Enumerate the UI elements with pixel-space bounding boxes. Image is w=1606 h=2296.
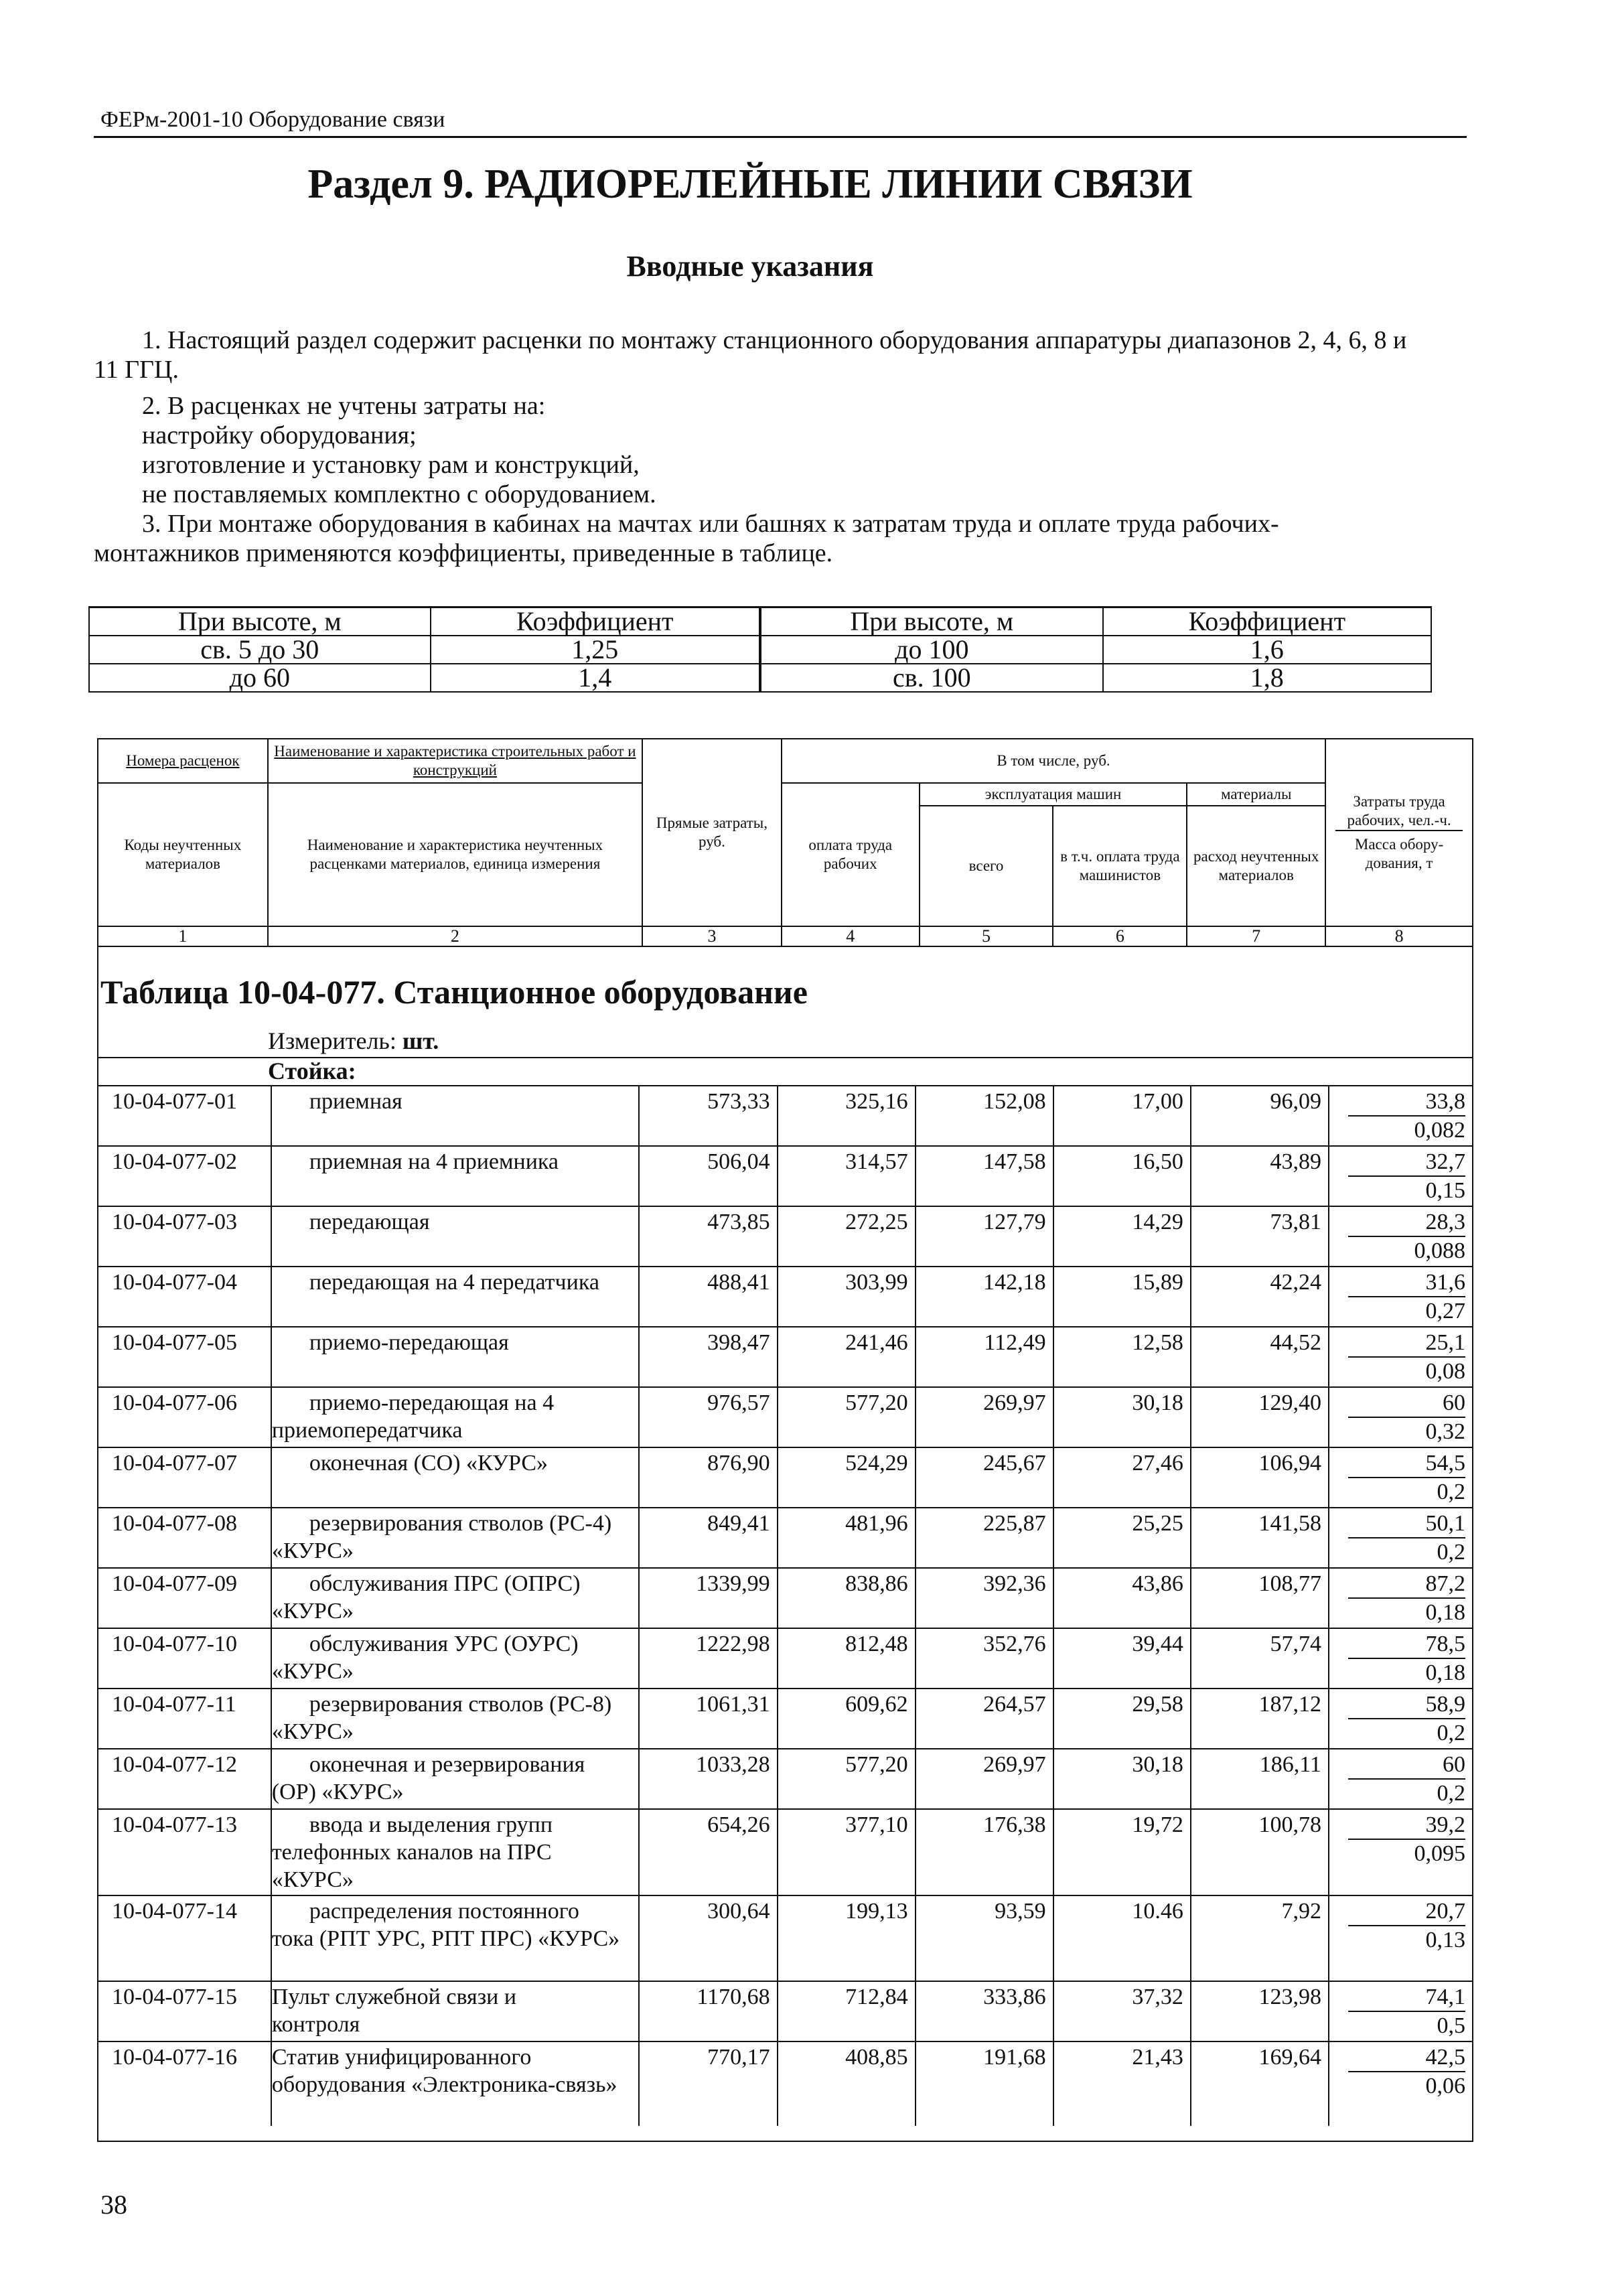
machinist-pay: 16,50 — [1053, 1146, 1191, 1206]
rate-name-line: передающая на 4 передатчика — [309, 1270, 599, 1295]
rate-name-continuation: «КУРС» — [271, 1538, 354, 1563]
rate-row — [98, 1689, 1473, 1749]
direct-costs: 473,85 — [639, 1206, 778, 1267]
labor-costs: 54,5 — [1348, 1449, 1465, 1478]
labor-costs: 39,2 — [1348, 1811, 1465, 1840]
rate-name — [271, 1206, 639, 1267]
coef-cell: 1,8 — [1103, 664, 1431, 692]
labor-pay: 609,62 — [778, 1689, 916, 1749]
equipment-mass: 0,5 — [1437, 2013, 1465, 2038]
column-number: 8 — [1325, 926, 1473, 946]
labor-pay: 408,85 — [778, 2041, 916, 2126]
rate-name-line: Пульт служебной связи и — [271, 1985, 517, 2009]
direct-costs-header: Прямые затраты, руб. — [642, 739, 782, 926]
rate-row — [98, 1447, 1473, 1508]
machines-total: 269,97 — [916, 1749, 1053, 1809]
machinist-pay: 39,44 — [1053, 1628, 1191, 1689]
column-number: 1 — [98, 926, 268, 946]
rate-code: 10-04-077-14 — [98, 1895, 271, 1981]
rate-row — [98, 1146, 1473, 1206]
rate-row — [98, 1895, 1473, 1981]
labor-pay: 481,96 — [778, 1508, 916, 1568]
column-number: 4 — [782, 926, 920, 946]
machinist-pay: 30,18 — [1053, 1387, 1191, 1447]
materials-use-header: расход неучтенных материалов — [1187, 806, 1325, 926]
labor-and-mass — [1329, 2041, 1473, 2126]
labor-costs: 33,8 — [1348, 1088, 1465, 1117]
machines-total: 225,87 — [916, 1508, 1053, 1568]
direct-costs: 573,33 — [639, 1086, 778, 1146]
rate-name-continuation: оборудования «Электроника-связь» — [271, 2072, 617, 2097]
equipment-mass: 0,32 — [1425, 1419, 1465, 1444]
equipment-mass: 0,08 — [1425, 1359, 1465, 1384]
labor-costs: 78,5 — [1348, 1630, 1465, 1659]
labor-pay: 838,86 — [778, 1568, 916, 1628]
rate-code: 10-04-077-13 — [98, 1809, 271, 1895]
labor-and-mass — [1329, 1628, 1473, 1689]
direct-costs: 976,57 — [639, 1387, 778, 1447]
rate-name — [271, 1689, 639, 1749]
measure-line — [268, 1027, 439, 1055]
equipment-mass: 0,2 — [1437, 1781, 1465, 1806]
rate-name-line: приемная на 4 приемника — [309, 1149, 559, 1174]
rate-name-continuation: приемопередатчика — [271, 1418, 463, 1443]
labor-and-mass — [1329, 1809, 1473, 1895]
coef-cell: 1,6 — [1103, 636, 1431, 664]
column-header-table — [97, 738, 1473, 947]
machinist-pay: 30,18 — [1053, 1749, 1191, 1809]
direct-costs: 1033,28 — [639, 1749, 778, 1809]
rate-code: 10-04-077-02 — [98, 1146, 271, 1206]
rate-code: 10-04-077-05 — [98, 1327, 271, 1387]
coef-header: При высоте, м — [760, 607, 1103, 636]
labor-pay: 712,84 — [778, 1981, 916, 2041]
labor-and-mass — [1329, 1086, 1473, 1146]
machines-total-header: всего — [920, 806, 1053, 926]
rate-name-continuation: «КУРС» — [271, 1599, 354, 1624]
machines-total: 147,58 — [916, 1146, 1053, 1206]
material-name-header: Наименование и характеристика неучтенных расценками материалов, единица измерения — [268, 783, 642, 926]
machines-total: 333,86 — [916, 1981, 1053, 2041]
labor-pay: 199,13 — [778, 1895, 916, 1981]
rate-code: 10-04-077-03 — [98, 1206, 271, 1267]
rate-row — [98, 1981, 1473, 2041]
materials-cost: 7,92 — [1191, 1895, 1329, 1981]
labor-pay: 377,10 — [778, 1809, 916, 1895]
machinist-pay: 17,00 — [1053, 1086, 1191, 1146]
rate-name — [271, 1749, 639, 1809]
labor-costs-label: Затраты труда рабочих, чел.-ч. — [1335, 792, 1463, 831]
labor-and-mass — [1329, 1895, 1473, 1981]
group-label: Стойка: — [268, 1058, 356, 1084]
labor-costs: 42,5 — [1348, 2043, 1465, 2072]
labor-pay-header: оплата труда рабочих — [782, 783, 920, 926]
labor-and-mass — [1329, 1267, 1473, 1327]
equipment-mass: 0,095 — [1414, 1841, 1465, 1866]
direct-costs: 1339,99 — [639, 1568, 778, 1628]
materials-cost: 169,64 — [1191, 2041, 1329, 2126]
materials-cost: 44,52 — [1191, 1327, 1329, 1387]
direct-costs: 770,17 — [639, 2041, 778, 2126]
machinist-pay: 19,72 — [1053, 1809, 1191, 1895]
labor-costs: 60 — [1348, 1751, 1465, 1780]
machinist-pay: 14,29 — [1053, 1206, 1191, 1267]
labor-and-mass — [1329, 1387, 1473, 1447]
rate-name-line: приемо-передающая — [309, 1330, 509, 1355]
materials-cost: 42,24 — [1191, 1267, 1329, 1327]
coef-cell: св. 5 до 30 — [89, 636, 431, 664]
labor-costs: 87,2 — [1348, 1570, 1465, 1599]
intro-paragraph-2: 2. В расценках не учтены затраты на: — [142, 392, 546, 420]
rate-row — [98, 1086, 1473, 1146]
coef-header: Коэффициент — [1103, 607, 1431, 636]
coef-cell: 1,25 — [431, 636, 760, 664]
rate-row — [98, 1267, 1473, 1327]
measure-value: шт. — [402, 1027, 439, 1054]
rate-name-continuation: «КУРС» — [271, 1659, 354, 1684]
equipment-mass: 0,13 — [1425, 1928, 1465, 1952]
labor-costs: 50,1 — [1348, 1510, 1465, 1538]
coef-cell: св. 100 — [760, 664, 1103, 692]
equipment-mass-label: Масса обору-дования, т — [1354, 836, 1444, 871]
equipment-mass: 0,088 — [1414, 1238, 1465, 1263]
labor-costs: 25,1 — [1348, 1329, 1465, 1358]
rate-code: 10-04-077-04 — [98, 1267, 271, 1327]
equipment-mass: 0,18 — [1425, 1600, 1465, 1625]
labor-costs: 60 — [1348, 1389, 1465, 1418]
labor-pay: 241,46 — [778, 1327, 916, 1387]
labor-costs: 20,7 — [1348, 1897, 1465, 1926]
machinist-pay: 15,89 — [1053, 1267, 1191, 1327]
running-header: ФЕРм-2001-10 Оборудование связи — [100, 107, 445, 132]
materials-cost: 73,81 — [1191, 1206, 1329, 1267]
rate-name-line: оконечная и резервирования — [309, 1752, 585, 1777]
labor-costs: 32,7 — [1348, 1148, 1465, 1177]
coef-cell: до 60 — [89, 664, 431, 692]
labor-and-mass — [1329, 1689, 1473, 1749]
equipment-mass: 0,18 — [1425, 1660, 1465, 1685]
work-name-header: Наименование и характеристика строительных работ и конструкций — [268, 739, 642, 783]
direct-costs: 876,90 — [639, 1447, 778, 1508]
direct-costs: 506,04 — [639, 1146, 778, 1206]
equipment-mass: 0,2 — [1437, 1480, 1465, 1504]
rate-row — [98, 1809, 1473, 1895]
rate-name — [271, 1809, 639, 1895]
labor-costs-header — [1325, 739, 1473, 926]
rate-name-line: Статив унифицированного — [271, 2045, 532, 2070]
rate-row — [98, 1327, 1473, 1387]
materials-header: материалы — [1187, 783, 1325, 806]
labor-pay: 314,57 — [778, 1146, 916, 1206]
labor-costs: 58,9 — [1348, 1691, 1465, 1719]
rate-row — [98, 1568, 1473, 1628]
machinist-pay: 43,86 — [1053, 1568, 1191, 1628]
rate-code: 10-04-077-15 — [98, 1981, 271, 2041]
labor-and-mass — [1329, 1206, 1473, 1267]
rate-name-line: распределения постоянного — [309, 1899, 579, 1924]
machines-total: 269,97 — [916, 1387, 1053, 1447]
intro-item-1: настройку оборудования; — [142, 421, 417, 449]
header-rule — [94, 136, 1467, 138]
machinist-pay: 10.46 — [1053, 1895, 1191, 1981]
rate-name-line: приемная — [309, 1089, 403, 1114]
rate-code: 10-04-077-07 — [98, 1447, 271, 1508]
coefficient-table — [88, 606, 1432, 693]
labor-and-mass — [1329, 1981, 1473, 2041]
labor-pay: 577,20 — [778, 1749, 916, 1809]
page-number: 38 — [100, 2190, 127, 2220]
machines-total: 352,76 — [916, 1628, 1053, 1689]
materials-cost: 187,12 — [1191, 1689, 1329, 1749]
labor-costs: 31,6 — [1348, 1269, 1465, 1297]
rate-name-continuation: тока (РПТ УРС, РПТ ПРС) «КУРС» — [271, 1926, 620, 1951]
materials-cost: 141,58 — [1191, 1508, 1329, 1568]
rate-code: 10-04-077-10 — [98, 1628, 271, 1689]
labor-and-mass — [1329, 1568, 1473, 1628]
machines-total: 176,38 — [916, 1809, 1053, 1895]
rate-code: 10-04-077-01 — [98, 1086, 271, 1146]
machinist-pay: 21,43 — [1053, 2041, 1191, 2126]
rate-name-line: обслуживания ПРС (ОПРС) — [309, 1571, 581, 1596]
rate-name — [271, 1508, 639, 1568]
direct-costs: 1061,31 — [639, 1689, 778, 1749]
column-number: 5 — [920, 926, 1053, 946]
coefficient-row — [89, 664, 1431, 692]
rate-name-continuation: «КУРС» — [271, 1719, 354, 1744]
intro-item-3: не поставляемых комплектно с оборудованием. — [142, 480, 656, 508]
coefficient-row — [89, 636, 1431, 664]
rate-code: 10-04-077-09 — [98, 1568, 271, 1628]
labor-pay: 272,25 — [778, 1206, 916, 1267]
rate-name — [271, 1146, 639, 1206]
coef-header: Коэффициент — [431, 607, 760, 636]
labor-pay: 325,16 — [778, 1086, 916, 1146]
equipment-mass: 0,15 — [1425, 1178, 1465, 1203]
column-number: 6 — [1053, 926, 1187, 946]
measure-label: Измеритель: — [268, 1027, 396, 1054]
materials-cost: 57,74 — [1191, 1628, 1329, 1689]
machinist-pay: 37,32 — [1053, 1981, 1191, 2041]
labor-and-mass — [1329, 1749, 1473, 1809]
machines-total: 112,49 — [916, 1327, 1053, 1387]
rate-name-continuation: контроля — [271, 2012, 360, 2037]
materials-cost: 123,98 — [1191, 1981, 1329, 2041]
labor-costs: 28,3 — [1348, 1208, 1465, 1237]
labor-pay: 812,48 — [778, 1628, 916, 1689]
rate-row — [98, 2041, 1473, 2126]
rates-table — [97, 1085, 1473, 2126]
rate-numbers-header: Номера расценок — [98, 739, 268, 783]
coef-cell: до 100 — [760, 636, 1103, 664]
table-title: Таблица 10-04-077. Станционное оборудование — [100, 973, 808, 1011]
machines-total: 127,79 — [916, 1206, 1053, 1267]
intro-paragraph-3: 3. При монтаже оборудования в кабинах на мачтах или башнях к затратам труда и оплате труда рабочих-монтажников применяются коэффициенты, приведенные в таблице. — [94, 510, 1279, 567]
intro-item-2: изготовление и установку рам и конструкций, — [142, 451, 640, 479]
coefficient-header-row — [89, 607, 1431, 636]
machinist-pay: 25,25 — [1053, 1508, 1191, 1568]
materials-cost: 100,78 — [1191, 1809, 1329, 1895]
equipment-mass: 0,27 — [1425, 1299, 1465, 1323]
equipment-mass: 0,06 — [1425, 2074, 1465, 2098]
materials-cost: 106,94 — [1191, 1447, 1329, 1508]
column-number: 2 — [268, 926, 642, 946]
rate-code: 10-04-077-06 — [98, 1387, 271, 1447]
direct-costs: 1222,98 — [639, 1628, 778, 1689]
rate-name-line: резервирования стволов (РС-4) — [309, 1511, 612, 1536]
machinist-pay: 29,58 — [1053, 1689, 1191, 1749]
machines-total: 191,68 — [916, 2041, 1053, 2126]
machines-total: 264,57 — [916, 1689, 1053, 1749]
machines-header: эксплуатация машин — [920, 783, 1187, 806]
machines-total: 93,59 — [916, 1895, 1053, 1981]
rate-name — [271, 1895, 639, 1981]
materials-cost: 186,11 — [1191, 1749, 1329, 1809]
machinist-pay: 27,46 — [1053, 1447, 1191, 1508]
including-header: В том числе, руб. — [782, 739, 1325, 783]
intro-paragraph-1: 1. Настоящий раздел содержит расценки по монтажу станционного оборудования аппаратуры диапазонов 2, 4, 6, 8 и 11 ГГЦ. — [94, 326, 1407, 384]
rate-name-line: приемо-передающая на 4 — [309, 1390, 555, 1415]
rate-row — [98, 1206, 1473, 1267]
rate-code: 10-04-077-08 — [98, 1508, 271, 1568]
equipment-mass: 0,2 — [1437, 1721, 1465, 1745]
materials-cost: 43,89 — [1191, 1146, 1329, 1206]
equipment-mass: 0,082 — [1414, 1118, 1465, 1143]
direct-costs: 488,41 — [639, 1267, 778, 1327]
rate-code: 10-04-077-12 — [98, 1749, 271, 1809]
rate-row — [98, 1508, 1473, 1568]
rate-name — [271, 1327, 639, 1387]
rate-name-line: резервирования стволов (РС-8) — [309, 1692, 612, 1717]
direct-costs: 398,47 — [639, 1327, 778, 1387]
rate-name-line: оконечная (СО) «КУРС» — [309, 1451, 549, 1476]
rate-name-line: передающая — [309, 1210, 430, 1234]
machines-total: 392,36 — [916, 1568, 1053, 1628]
machines-total: 152,08 — [916, 1086, 1053, 1146]
column-number: 3 — [642, 926, 782, 946]
coef-header: При высоте, м — [89, 607, 431, 636]
machinist-pay: 12,58 — [1053, 1327, 1191, 1387]
rate-row — [98, 1387, 1473, 1447]
rate-name — [271, 1447, 639, 1508]
labor-and-mass — [1329, 1508, 1473, 1568]
material-codes-header: Коды неучтенных материалов — [98, 783, 268, 926]
materials-cost: 129,40 — [1191, 1387, 1329, 1447]
equipment-mass: 0,2 — [1437, 1540, 1465, 1565]
coef-cell: 1,4 — [431, 664, 760, 692]
rate-name — [271, 2041, 639, 2126]
rate-name — [271, 1628, 639, 1689]
direct-costs: 300,64 — [639, 1895, 778, 1981]
rate-code: 10-04-077-16 — [98, 2041, 271, 2126]
labor-and-mass — [1329, 1327, 1473, 1387]
column-number: 7 — [1187, 926, 1325, 946]
machines-total: 142,18 — [916, 1267, 1053, 1327]
rate-name — [271, 1568, 639, 1628]
rate-name-continuation: (ОР) «КУРС» — [271, 1780, 404, 1804]
rate-row — [98, 1749, 1473, 1809]
rate-row — [98, 1628, 1473, 1689]
labor-pay: 524,29 — [778, 1447, 916, 1508]
intro-title: Вводные указания — [626, 250, 874, 283]
labor-costs: 74,1 — [1348, 1983, 1465, 2012]
labor-and-mass — [1329, 1447, 1473, 1508]
rate-name — [271, 1086, 639, 1146]
labor-pay: 303,99 — [778, 1267, 916, 1327]
rate-name — [271, 1387, 639, 1447]
rate-name — [271, 1267, 639, 1327]
rate-name-continuation: телефонных каналов на ПРС «КУРС» — [271, 1840, 552, 1892]
materials-cost: 108,77 — [1191, 1568, 1329, 1628]
direct-costs: 849,41 — [639, 1508, 778, 1568]
labor-pay: 577,20 — [778, 1387, 916, 1447]
rate-name-line: обслуживания УРС (ОУРС) — [309, 1632, 579, 1656]
rate-name-line: ввода и выделения групп — [309, 1812, 553, 1837]
direct-costs: 654,26 — [639, 1809, 778, 1895]
machines-total: 245,67 — [916, 1447, 1053, 1508]
labor-and-mass — [1329, 1146, 1473, 1206]
materials-cost: 96,09 — [1191, 1086, 1329, 1146]
direct-costs: 1170,68 — [639, 1981, 778, 2041]
machinist-pay-header: в т.ч. оплата труда машинистов — [1053, 806, 1187, 926]
rate-code: 10-04-077-11 — [98, 1689, 271, 1749]
rate-name — [271, 1981, 639, 2041]
section-title: Раздел 9. РАДИОРЕЛЕЙНЫЕ ЛИНИИ СВЯЗИ — [307, 161, 1193, 207]
